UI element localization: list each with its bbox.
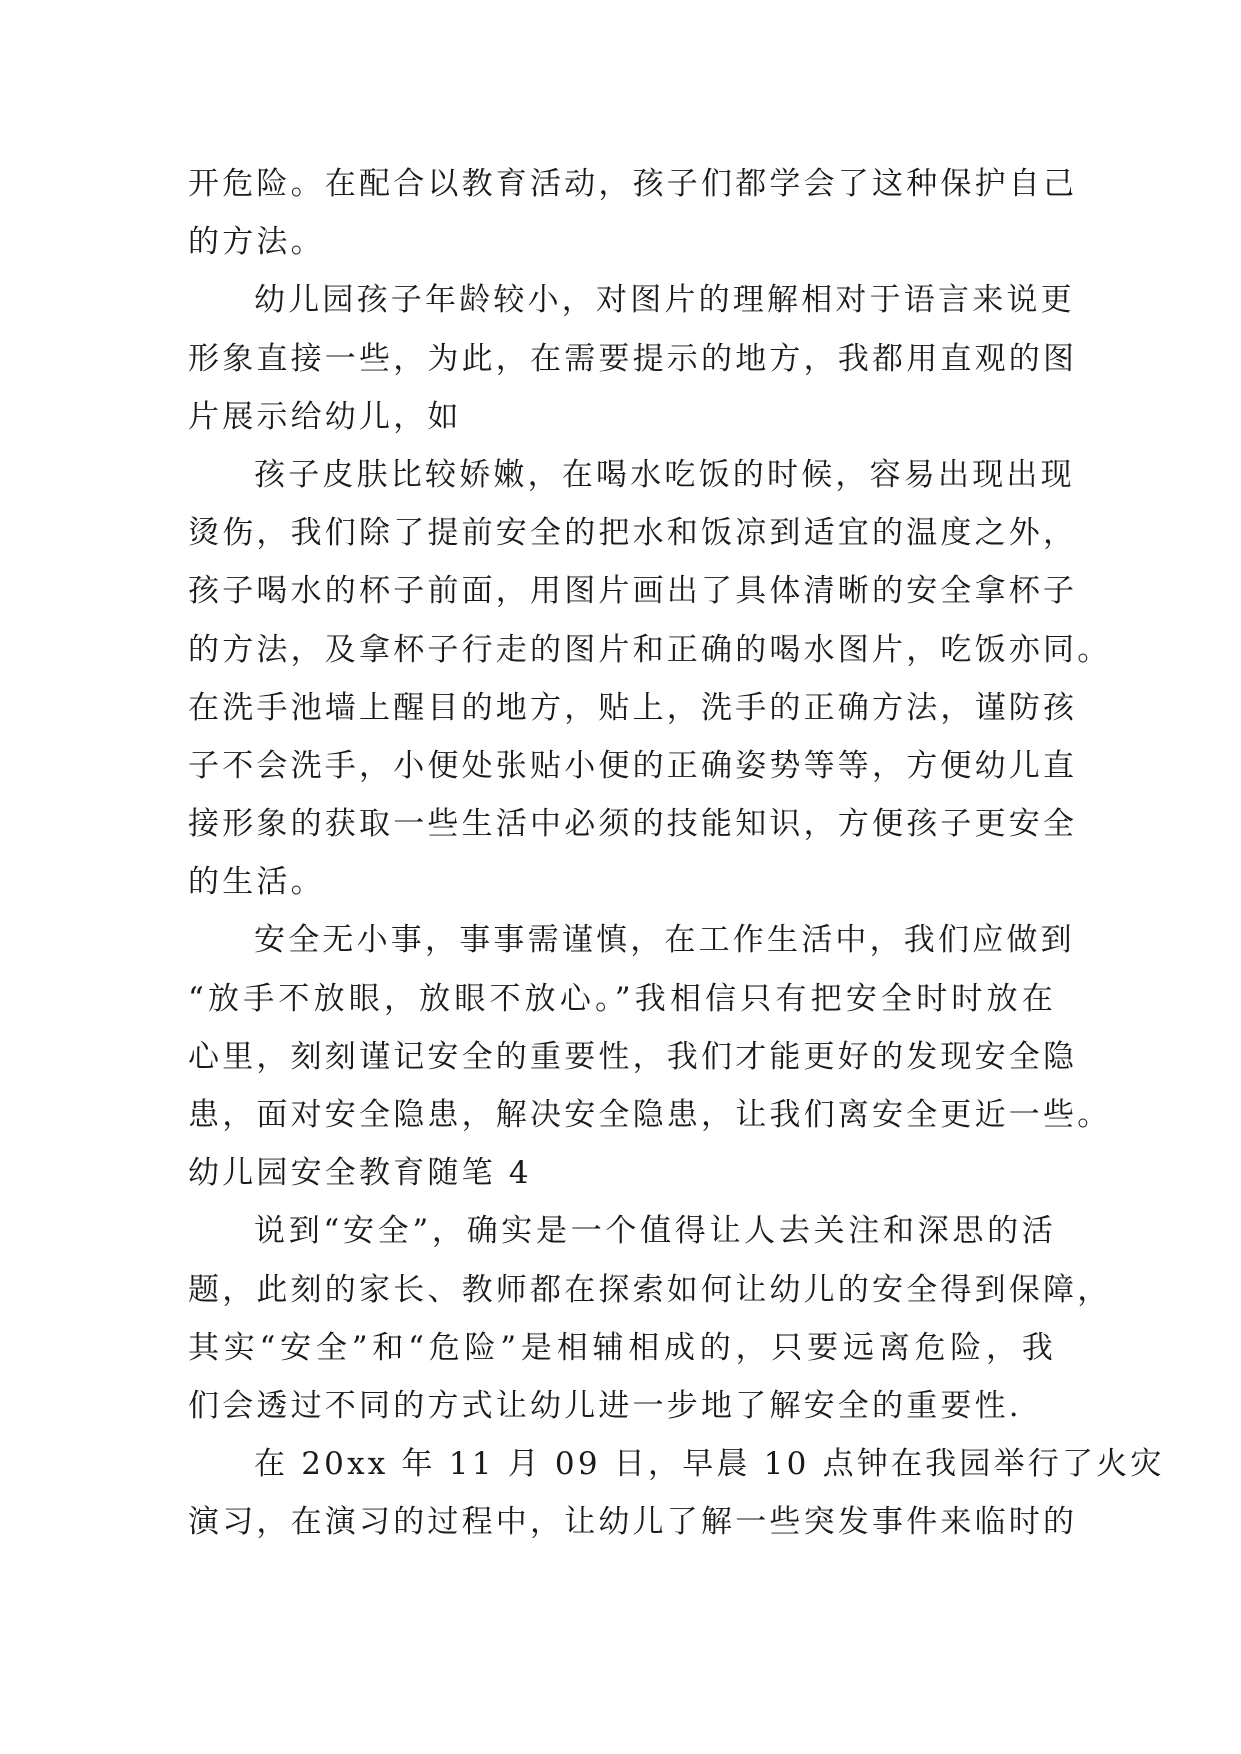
text-line: 孩子皮肤比较娇嫩，在喝水吃饭的时候，容易出现出现 [254, 456, 1075, 493]
text-line: 在洗手池墙上醒目的地方，贴上，洗手的正确方法，谨防孩 [188, 689, 1078, 726]
text-line: 患，面对安全隐患，解决安全隐患，让我们离安全更近一些。 [188, 1097, 1112, 1133]
text-line: 烫伤，我们除了提前安全的把水和饭凉到适宜的温度之外， [188, 515, 1078, 552]
text-line: 演习，在演习的过程中，让幼儿了解一些突发事件来临时的 [188, 1504, 1078, 1541]
text-line: 其实“安全”和“危险”是相辅相成的，只要远离危险，我 [188, 1329, 1056, 1366]
text-line: 的生活。 [188, 864, 325, 901]
text-line: 子不会洗手，小便处张贴小便的正确姿势等等，方便幼儿直 [188, 747, 1078, 784]
text-line: 片展示给幼儿，如 [188, 398, 462, 435]
text-line: 形象直接一些，为此，在需要提示的地方，我都用直观的图 [188, 340, 1078, 377]
text-line: 在 20xx 年 11 月 09 日，早晨 10 点钟在我园举行了火灾 [254, 1446, 1165, 1483]
text-line: 接形象的获取一些生活中必须的技能知识，方便孩子更安全 [188, 806, 1078, 843]
text-line: 孩子喝水的杯子前面，用图片画出了具体清晰的安全拿杯子 [188, 573, 1078, 610]
document-page [188, 155, 1165, 1552]
text-line: 的方法。 [188, 224, 325, 261]
text-line: 题，此刻的家长、教师都在探索如何让幼儿的安全得到保障， [188, 1271, 1112, 1308]
text-line: “放手不放眼，放眼不放心。”我相信只有把安全时时放在 [188, 980, 1056, 1017]
text-line: 开危险。在配合以教育活动，孩子们都学会了这种保护自己 [188, 166, 1078, 202]
text-line: 心里，刻刻谨记安全的重要性，我们才能更好的发现安全隐 [188, 1038, 1078, 1075]
text-line: 说到“安全”，确实是一个值得让人去关注和深思的活 [254, 1213, 1056, 1250]
text-line: 们会透过不同的方式让幼儿进一步地了解安全的重要性. [188, 1387, 1022, 1424]
section-heading: 幼儿园安全教育随笔 4 [188, 1155, 532, 1192]
text-line: 幼儿园孩子年龄较小，对图片的理解相对于语言来说更 [254, 282, 1075, 319]
text-line: 安全无小事，事事需谨慎，在工作生活中，我们应做到 [254, 922, 1075, 959]
text-line: 的方法，及拿杯子行走的图片和正确的喝水图片，吃饭亦同。 [188, 631, 1112, 668]
